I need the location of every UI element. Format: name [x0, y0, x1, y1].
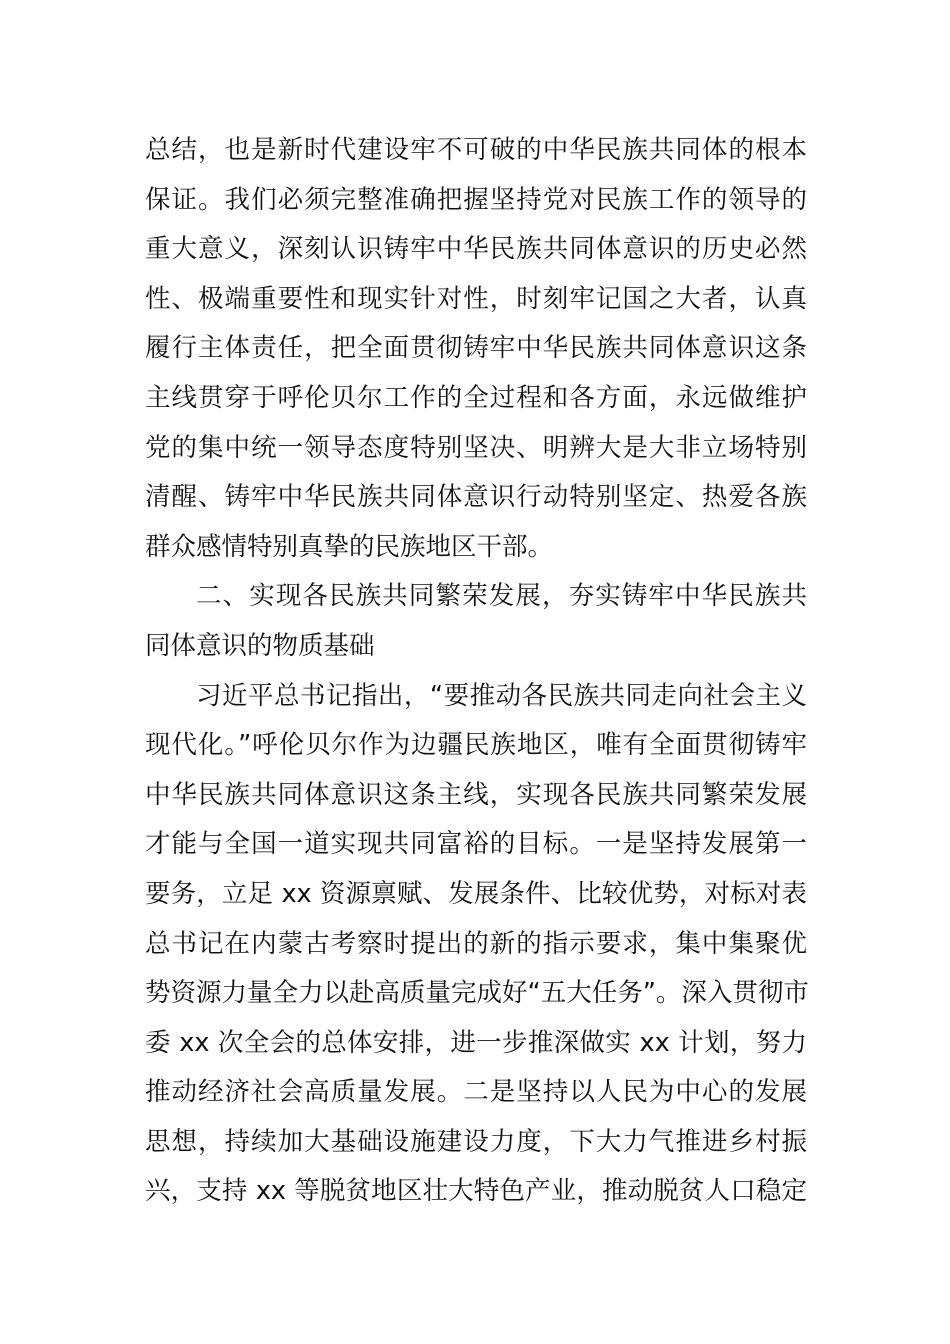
- section-heading-line: 二、实现各民族共同繁荣发展，夯实铸牢中华民族共: [196, 581, 807, 612]
- text-line: 党的集中统一领导态度特别坚决、明辨大是大非立场特别: [145, 432, 807, 463]
- text-line: 势资源力量全力以赴高质量完成好“五大任务”。深入贯彻市: [145, 978, 809, 1009]
- text-line: 履行主体责任，把全面贯彻铸牢中华民族共同体意识这条: [145, 333, 807, 364]
- text-line: 重大意义，深刻认识铸牢中华民族共同体意识的历史必然: [145, 234, 807, 265]
- text-line: 推动经济社会高质量发展。二是坚持以人民为中心的发展: [145, 1077, 807, 1108]
- text-line: 思想，持续加大基础设施建设力度，下大力气推进乡村振: [145, 1126, 807, 1157]
- body-text: [145, 126, 807, 1217]
- text-line: 保证。我们必须完整准确把握坚持党对民族工作的领导的: [145, 184, 807, 215]
- text-line: 现代化。”呼伦贝尔作为边疆民族地区，唯有全面贯彻铸牢: [145, 730, 807, 761]
- text-line: 性、极端重要性和现实针对性，时刻牢记国之大者，认真: [145, 283, 807, 314]
- section-heading-line: 同体意识的物质基础: [145, 630, 375, 661]
- text-line: 总结，也是新时代建设牢不可破的中华民族共同体的根本: [145, 135, 807, 165]
- text-line: 中华民族共同体意识这条主线，实现各民族共同繁荣发展: [145, 779, 807, 810]
- text-line: 才能与全国一道实现共同富裕的目标。一是坚持发展第一: [145, 829, 807, 860]
- text-line: 习近平总书记指出，“要推动各民族共同走向社会主义: [196, 680, 807, 711]
- text-line: 群众感情特别真挚的民族地区干部。: [145, 531, 554, 562]
- text-line: 委 xx 次全会的总体安排，进一步推深做实 xx 计划，努力: [145, 1027, 807, 1058]
- text-line: 主线贯穿于呼伦贝尔工作的全过程和各方面，永远做维护: [145, 382, 807, 413]
- text-line: 清醒、铸牢中华民族共同体意识行动特别坚定、热爱各族: [145, 482, 807, 513]
- text-line: 要务，立足 xx 资源禀赋、发展条件、比较优势，对标对表: [145, 878, 807, 909]
- text-line: 总书记在内蒙古考察时提出的新的指示要求，集中集聚优: [145, 928, 807, 959]
- text-line: 兴，支持 xx 等脱贫地区壮大特色产业，推动脱贫人口稳定: [145, 1176, 807, 1207]
